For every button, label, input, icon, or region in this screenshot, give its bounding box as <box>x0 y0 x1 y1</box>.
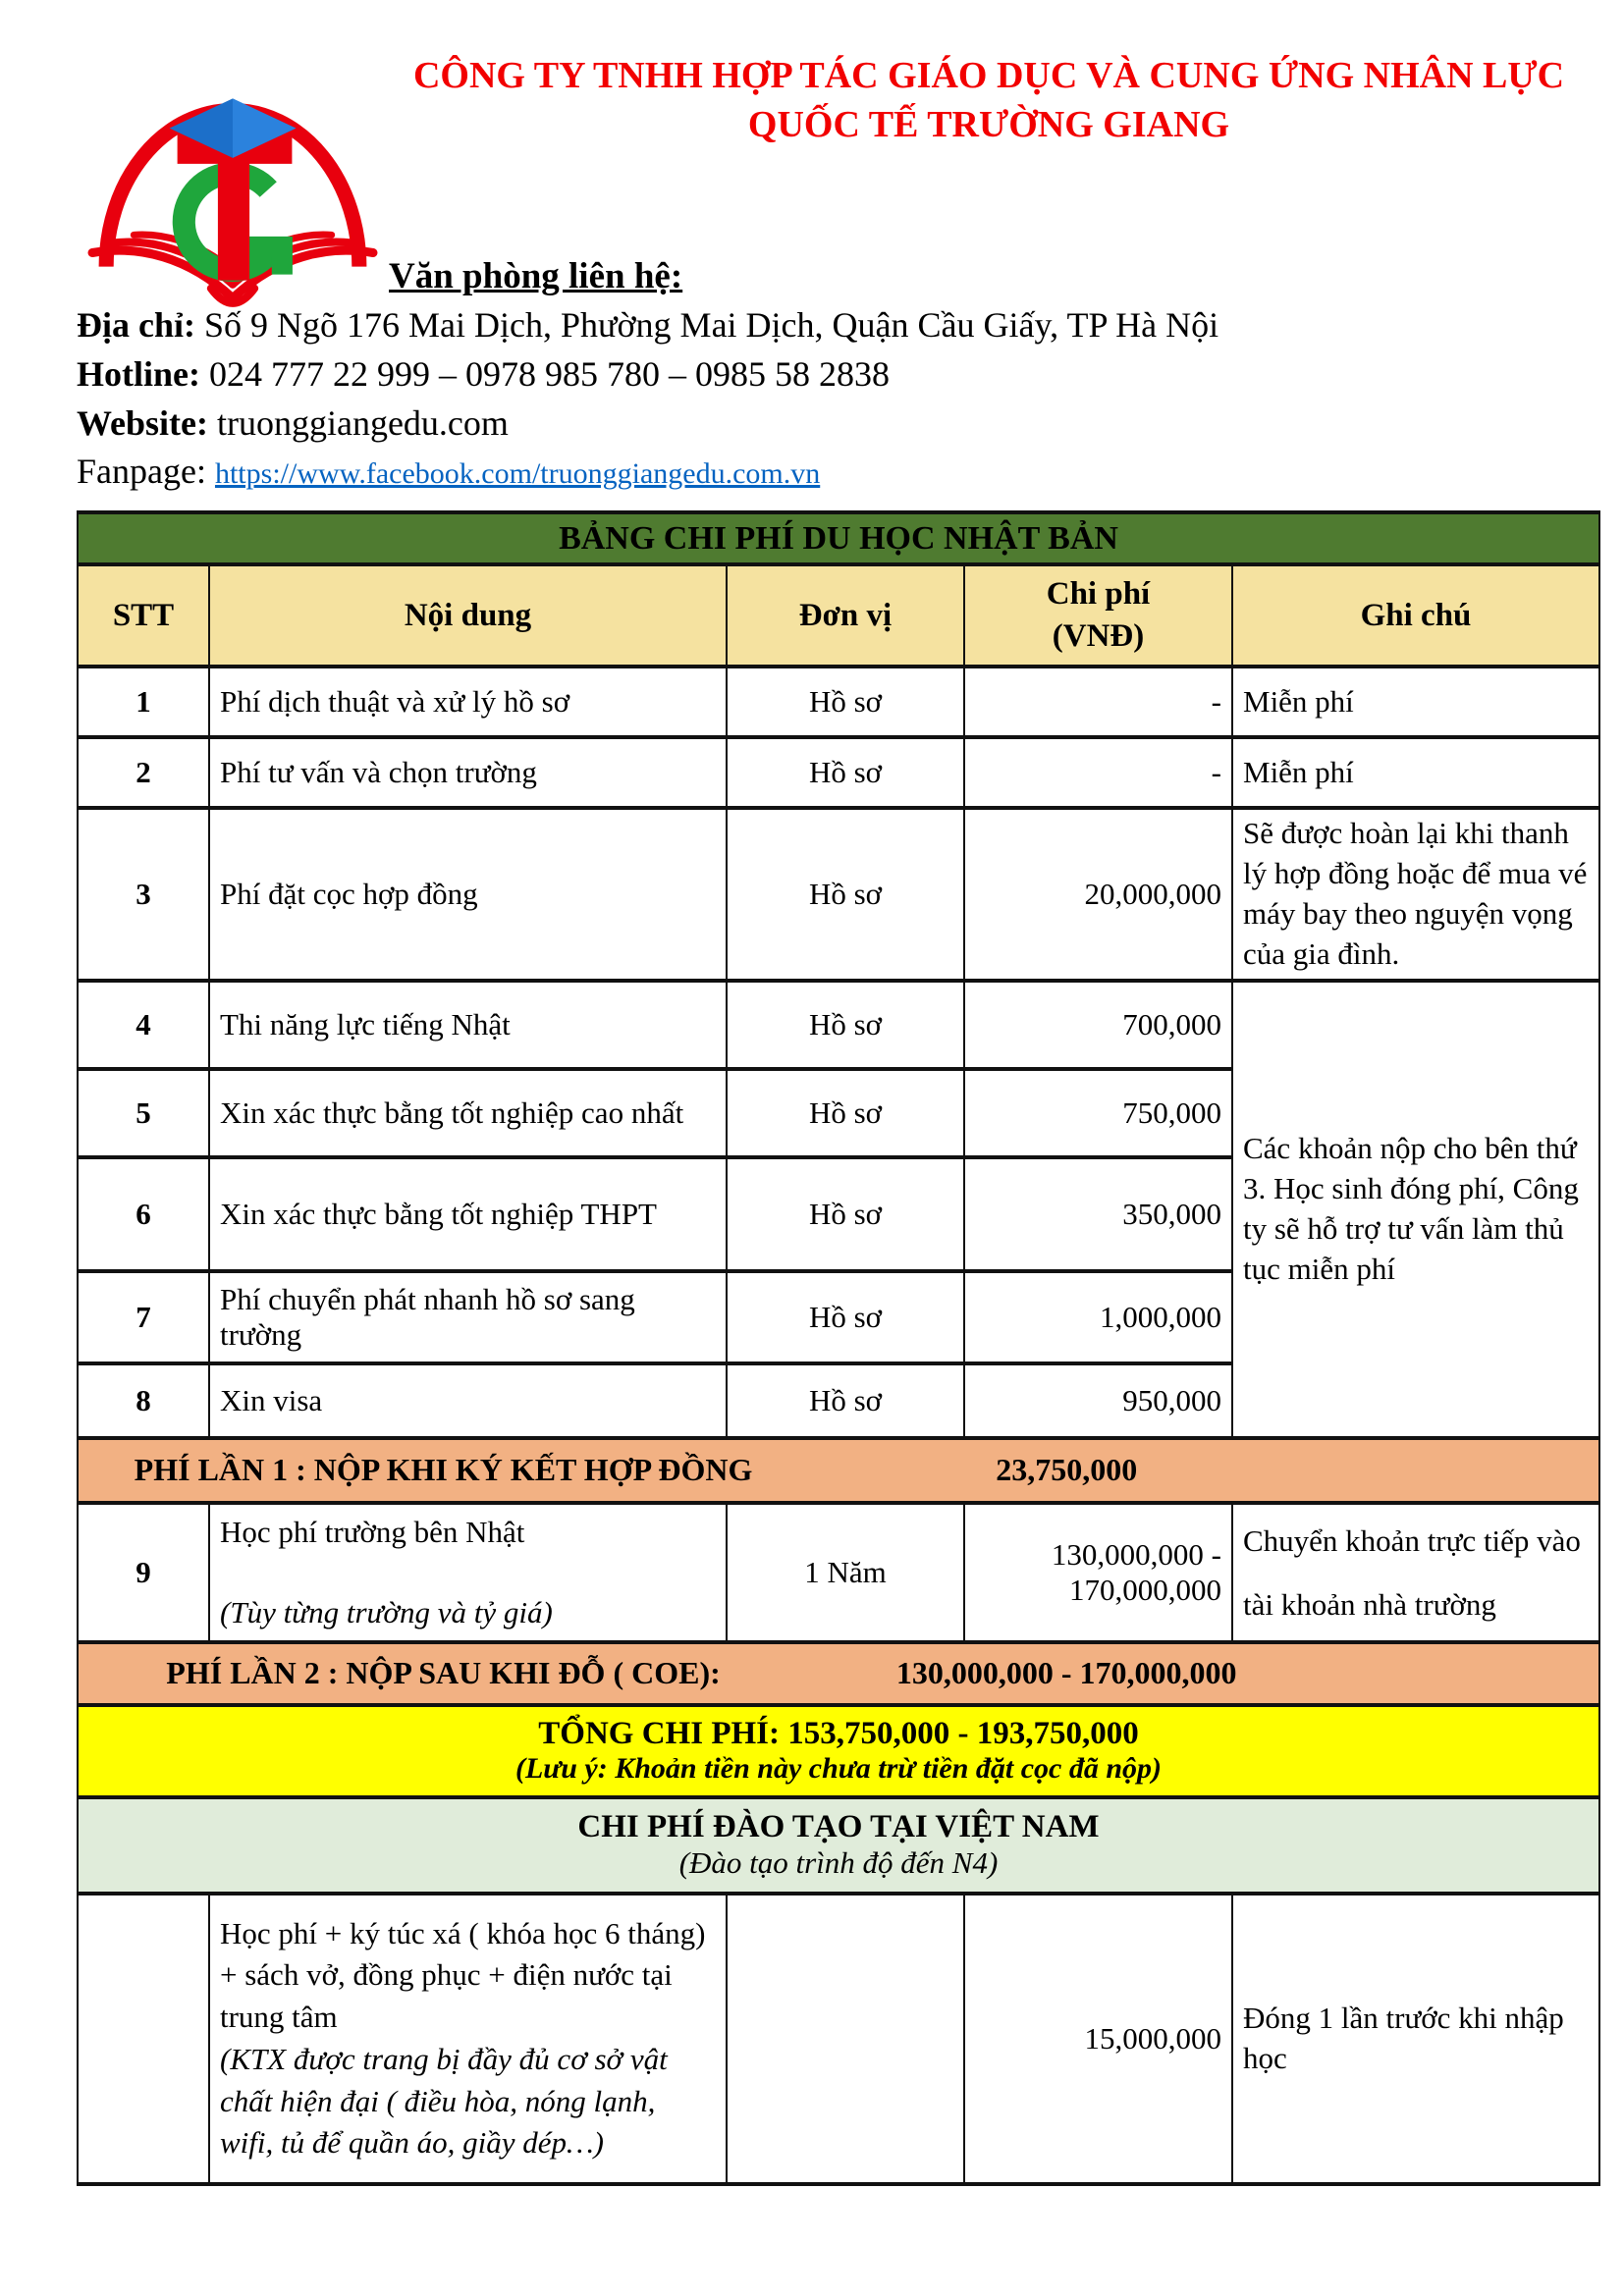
content-cell <box>209 1503 727 1642</box>
col-header-chi-phi <box>964 564 1232 667</box>
stt-cell: 8 <box>78 1363 209 1438</box>
content-cell: Phí dịch thuật và xử lý hồ sơ <box>209 667 727 737</box>
vn-section-subtitle: (Đào tạo trình độ đến N4) <box>678 1845 999 1881</box>
website-label: Website: <box>77 402 208 443</box>
cost-cell: 15,000,000 <box>964 1894 1232 2184</box>
cost-cell: - <box>964 667 1232 737</box>
note-cell: Miễn phí <box>1232 737 1599 808</box>
phase2-row <box>78 1642 1599 1705</box>
contact-heading: Văn phòng liên hệ: <box>389 256 683 297</box>
cost-cell: - <box>964 737 1232 808</box>
note-cell: Miễn phí <box>1232 667 1599 737</box>
vn-fee-row <box>78 1894 1599 2184</box>
address-label: Địa chỉ: <box>77 305 195 346</box>
unit-cell: Hồ sơ <box>727 1363 964 1438</box>
cost-cell: 750,000 <box>964 1069 1232 1157</box>
note-cell: Chuyển khoản trực tiếp vào tài khoản nhà trường <box>1232 1503 1599 1642</box>
company-name-line2: QUỐC TẾ TRƯỜNG GIANG <box>747 104 1230 146</box>
row9-content-note: (Tùy từng trường và tỷ giá) <box>220 1594 553 1629</box>
unit-cell: 1 Năm <box>727 1503 964 1642</box>
unit-cell: Hồ sơ <box>727 808 964 981</box>
unit-cell: Hồ sơ <box>727 667 964 737</box>
website-line <box>77 400 1595 449</box>
fee-row-2 <box>78 737 1599 808</box>
unit-cell <box>727 1894 964 2184</box>
note-cell: Đóng 1 lần trước khi nhập học <box>1232 1894 1599 2184</box>
stt-cell: 1 <box>78 667 209 737</box>
table-header-row <box>78 564 1599 667</box>
vn-section-title: CHI PHÍ ĐÀO TẠO TẠI VIỆT NAM <box>577 1809 1100 1845</box>
vn-content-note: (KTX được trang bị đầy đủ cơ sở vật chất hiện đại ( điều hòa, nóng lạnh, wifi, tủ để quần áo, giầy dép…) <box>220 2041 668 2161</box>
col-header-noi-dung: Nội dung <box>209 564 727 667</box>
cost-cell: 1,000,000 <box>964 1271 1232 1363</box>
fanpage-link[interactable]: https://www.facebook.com/truonggiangedu.com.vn <box>214 457 821 491</box>
content-cell: Xin visa <box>209 1363 727 1438</box>
phase2-label: PHÍ LẦN 2 : NỘP SAU KHI ĐỖ ( COE): <box>166 1655 721 1691</box>
col-header-ghi-chu: Ghi chú <box>1232 564 1599 667</box>
merged-note-cell: Các khoản nộp cho bên thứ 3. Học sinh đóng phí, Công ty sẽ hỗ trợ tư vấn làm thủ tục miễn phí <box>1232 981 1599 1438</box>
cost-cell: 20,000,000 <box>964 808 1232 981</box>
fee-row-9 <box>78 1503 1599 1642</box>
col-header-chi-phi-line2: (VNĐ) <box>1052 618 1145 655</box>
phase1-cell <box>78 1438 1599 1503</box>
table-title-row <box>78 512 1599 564</box>
company-logo <box>84 51 381 314</box>
website-value: truonggiangedu.com <box>216 402 509 443</box>
hotline-line <box>77 350 1595 400</box>
stt-cell: 4 <box>78 981 209 1069</box>
stt-cell: 9 <box>78 1503 209 1642</box>
unit-cell: Hồ sơ <box>727 1157 964 1271</box>
content-cell: Phí chuyển phát nhanh hồ sơ sang trường <box>209 1271 727 1363</box>
stt-cell: 2 <box>78 737 209 808</box>
fee-row-4 <box>78 981 1599 1069</box>
phase1-row <box>78 1438 1599 1503</box>
cost-cell: 700,000 <box>964 981 1232 1069</box>
company-name-line1: CÔNG TY TNHH HỢP TÁC GIÁO DỤC VÀ CUNG ỨNG NHÂN LỰC <box>412 55 1565 96</box>
total-amount: TỔNG CHI PHÍ: 153,750,000 - 193,750,000 <box>538 1716 1139 1752</box>
note-cell: Sẽ được hoàn lại khi thanh lý hợp đồng hoặc để mua vé máy bay theo nguyện vọng của gia đình. <box>1232 808 1599 981</box>
col-header-chi-phi-line1: Chi phí <box>1046 576 1151 613</box>
content-cell: Phí đặt cọc hợp đồng <box>209 808 727 981</box>
unit-cell: Hồ sơ <box>727 1271 964 1363</box>
company-name <box>381 0 1597 149</box>
content-cell <box>209 1894 727 2184</box>
stt-cell: 7 <box>78 1271 209 1363</box>
address-value: Số 9 Ngõ 176 Mai Dịch, Phường Mai Dịch, Quận Cầu Giấy, TP Hà Nội <box>204 305 1219 346</box>
total-note: (Lưu ý: Khoản tiền này chưa trừ tiền đặt cọc đã nộp) <box>514 1752 1163 1786</box>
unit-cell: Hồ sơ <box>727 1069 964 1157</box>
fanpage-line <box>77 448 1595 497</box>
fee-table <box>77 510 1600 2186</box>
phase2-cell <box>78 1642 1599 1705</box>
total-row <box>78 1705 1599 1797</box>
cost-cell: 350,000 <box>964 1157 1232 1271</box>
content-cell: Thi năng lực tiếng Nhật <box>209 981 727 1069</box>
unit-cell: Hồ sơ <box>727 981 964 1069</box>
truong-giang-logo-icon <box>84 51 381 314</box>
vn-content-main: Học phí + ký túc xá ( khóa học 6 tháng) + sách vở, đồng phục + điện nước tại trung tâm <box>220 1915 706 2035</box>
phase1-amount: 23,750,000 <box>996 1452 1138 1488</box>
content-cell: Phí tư vấn và chọn trường <box>209 737 727 808</box>
fanpage-label: Fanpage: <box>77 452 206 492</box>
col-header-don-vi: Đơn vị <box>727 564 964 667</box>
table-title: BẢNG CHI PHÍ DU HỌC NHẬT BẢN <box>78 512 1599 564</box>
vn-section-row <box>78 1797 1599 1894</box>
content-cell: Xin xác thực bằng tốt nghiệp THPT <box>209 1157 727 1271</box>
row9-content-main: Học phí trường bên Nhật <box>220 1514 525 1549</box>
phase1-label: PHÍ LẦN 1 : NỘP KHI KÝ KẾT HỢP ĐỒNG <box>134 1452 753 1488</box>
total-cell <box>78 1705 1599 1797</box>
fee-row-3 <box>78 808 1599 981</box>
cost-cell: 950,000 <box>964 1363 1232 1438</box>
hotline-value: 024 777 22 999 – 0978 985 780 – 0985 58 2838 <box>208 354 890 395</box>
unit-cell: Hồ sơ <box>727 737 964 808</box>
stt-cell: 6 <box>78 1157 209 1271</box>
hotline-label: Hotline: <box>77 354 200 395</box>
vn-section-cell <box>78 1797 1599 1894</box>
stt-cell: 5 <box>78 1069 209 1157</box>
content-cell: Xin xác thực bằng tốt nghiệp cao nhất <box>209 1069 727 1157</box>
stt-cell: 3 <box>78 808 209 981</box>
stt-cell <box>78 1894 209 2184</box>
col-header-stt: STT <box>78 564 209 667</box>
phase2-amount: 130,000,000 - 170,000,000 <box>895 1655 1237 1691</box>
cost-cell: 130,000,000 - 170,000,000 <box>964 1503 1232 1642</box>
fee-row-1 <box>78 667 1599 737</box>
